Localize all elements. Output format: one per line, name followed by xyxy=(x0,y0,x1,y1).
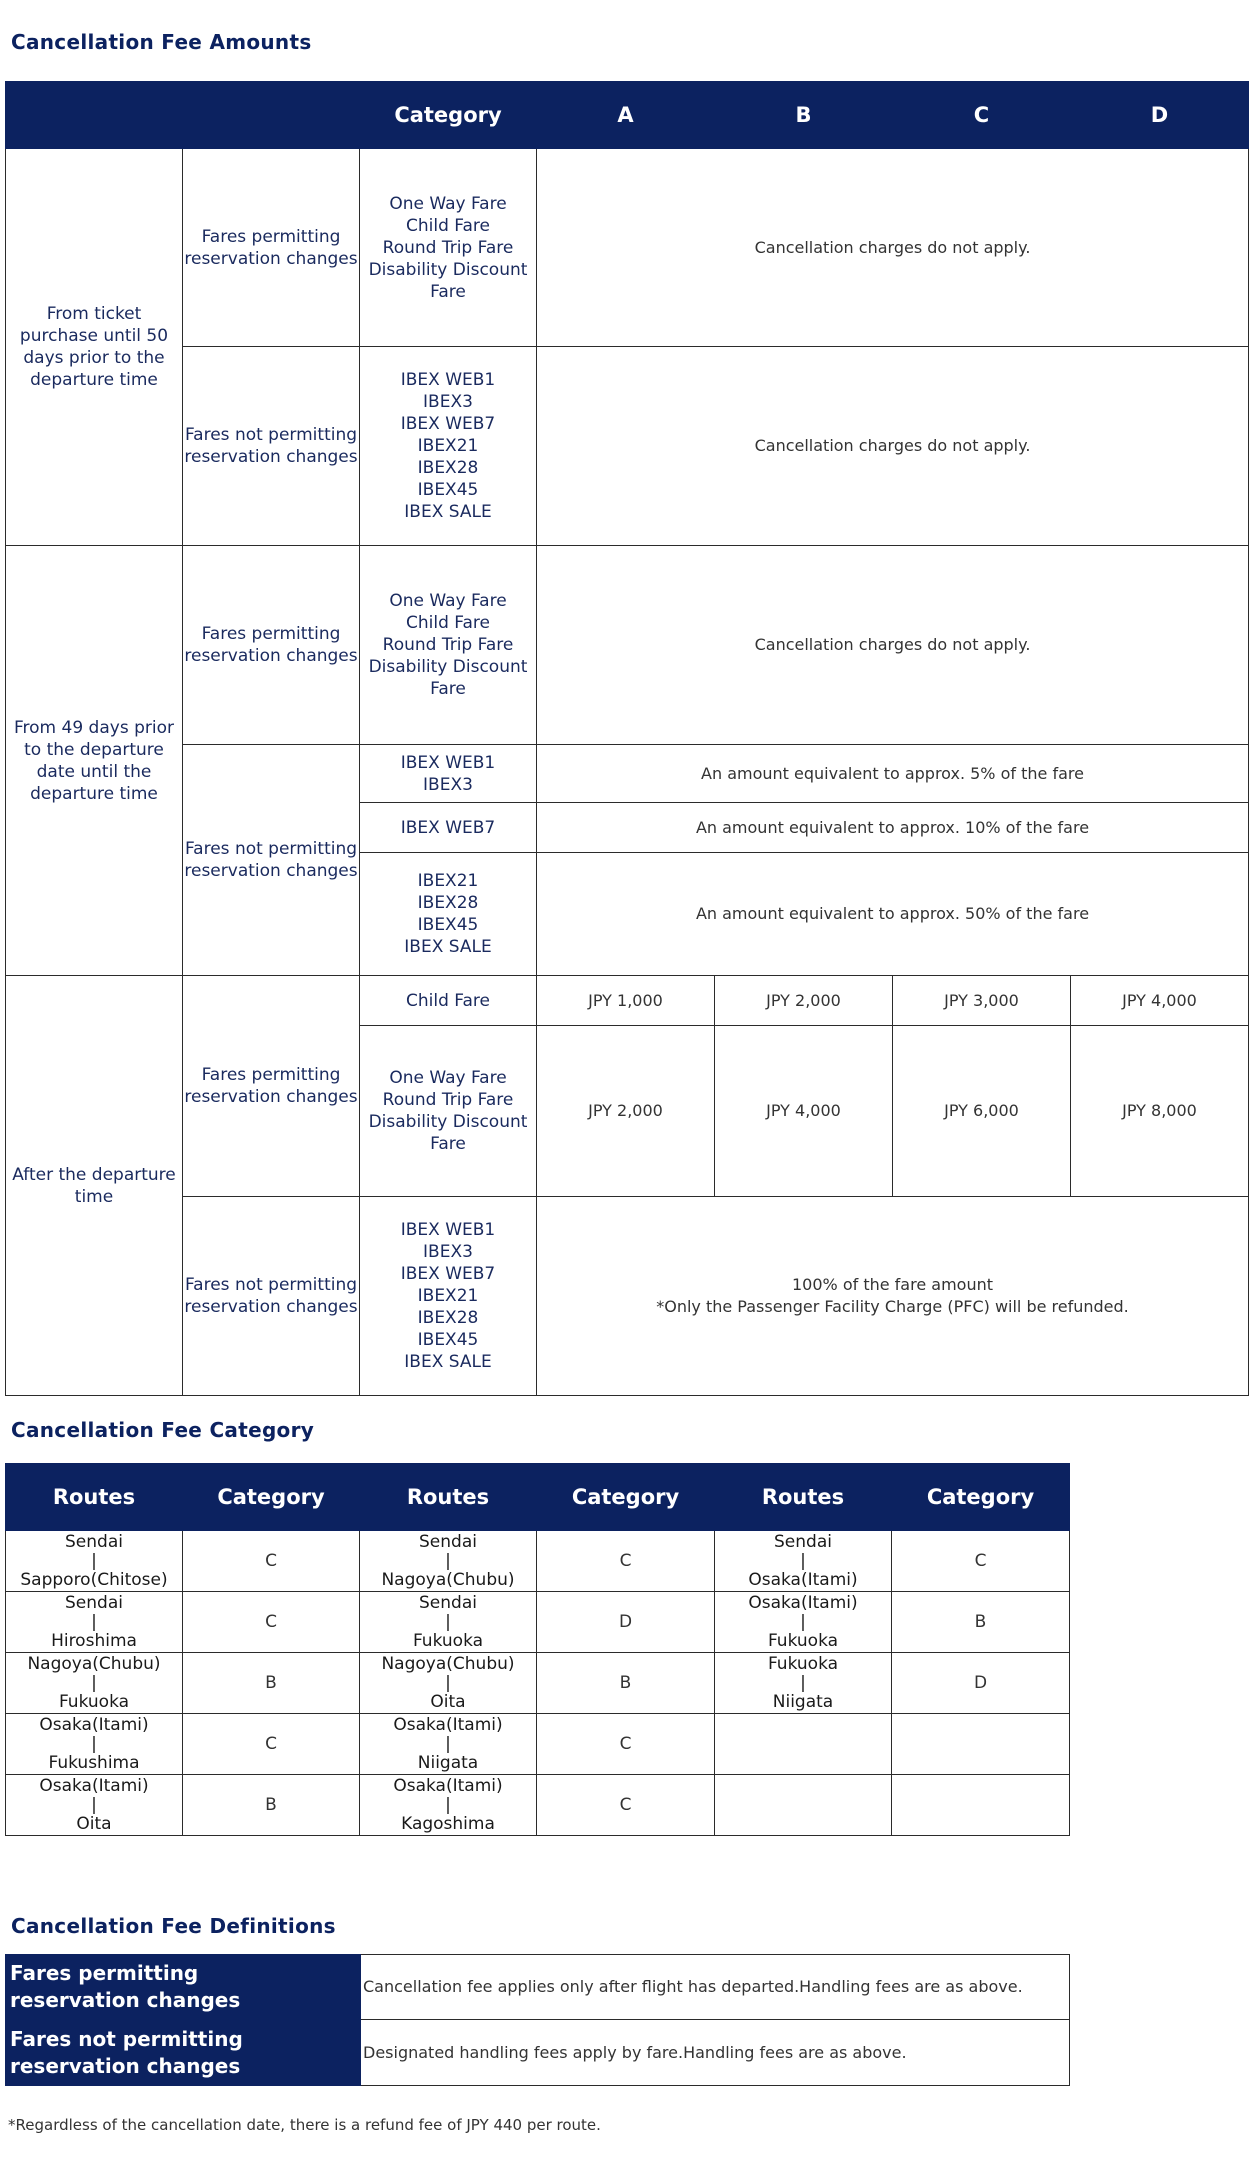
category-body xyxy=(6,1531,1070,1836)
cancellation-fee-definitions-table xyxy=(5,1954,1070,2086)
fee-value: An amount equivalent to approx. 10% of the fare xyxy=(537,803,1249,853)
route-origin: Osaka(Itami) xyxy=(748,1593,858,1613)
fare-type-permitting: Fares permitting reservation changes xyxy=(183,976,360,1197)
fare-type-permitting: Fares permitting reservation changes xyxy=(183,149,360,347)
route-destination: Oita xyxy=(76,1814,112,1834)
category-cell xyxy=(892,1775,1070,1836)
route-origin: Nagoya(Chubu) xyxy=(381,1654,515,1674)
refund-fee-footnote: *Regardless of the cancellation date, there is a refund fee of JPY 440 per route. xyxy=(8,2116,601,2134)
route-cell xyxy=(6,1714,183,1775)
route-cell xyxy=(360,1592,537,1653)
route-destination: Nagoya(Chubu) xyxy=(381,1570,515,1590)
table-row xyxy=(6,1531,1070,1592)
header-category: Category xyxy=(360,82,537,149)
category-cell: C xyxy=(537,1714,715,1775)
category-cell: C xyxy=(183,1592,360,1653)
header-routes: Routes xyxy=(6,1464,183,1531)
route-cell xyxy=(6,1775,183,1836)
category-header-row xyxy=(6,1464,1070,1531)
table-row xyxy=(6,976,1249,1026)
header-d: D xyxy=(1071,82,1249,149)
fee-value: Cancellation charges do not apply. xyxy=(537,546,1249,745)
category-cell: C xyxy=(537,1531,715,1592)
fee-c: JPY 6,000 xyxy=(893,1026,1071,1197)
route-separator: | xyxy=(800,1551,806,1571)
route-separator: | xyxy=(91,1673,97,1693)
header-blank xyxy=(6,82,360,149)
fare-list: One Way Fare Round Trip Fare Disability Discount Fare xyxy=(360,1026,537,1197)
fee-a: JPY 2,000 xyxy=(537,1026,715,1197)
fare-list: IBEX WEB1 IBEX3 xyxy=(360,745,537,803)
header-category: Category xyxy=(183,1464,360,1531)
period-within-49-days: From 49 days prior to the departure date until the departure time xyxy=(6,546,183,976)
route-separator: | xyxy=(445,1734,451,1754)
header-routes: Routes xyxy=(715,1464,892,1531)
route-destination: Fukuoka xyxy=(412,1631,484,1651)
route-separator: | xyxy=(445,1612,451,1632)
definition-row xyxy=(6,1955,1070,2020)
header-category: Category xyxy=(892,1464,1070,1531)
category-cell xyxy=(892,1714,1070,1775)
cancellation-fee-amounts-table xyxy=(5,81,1249,1396)
route-destination: Fukushima xyxy=(48,1753,140,1773)
definition-row xyxy=(6,2020,1070,2086)
route-origin: Sendai xyxy=(774,1532,832,1552)
header-category: Category xyxy=(537,1464,715,1531)
route-destination: Niigata xyxy=(417,1753,479,1773)
route-cell xyxy=(715,1531,892,1592)
fare-type-not-permitting: Fares not permitting reservation changes xyxy=(183,347,360,546)
table-row xyxy=(6,347,1249,546)
fee-d: JPY 8,000 xyxy=(1071,1026,1249,1197)
fee-value: Cancellation charges do not apply. xyxy=(537,149,1249,347)
header-a: A xyxy=(537,82,715,149)
route-separator: | xyxy=(445,1795,451,1815)
category-cell: C xyxy=(537,1775,715,1836)
amounts-section-title: Cancellation Fee Amounts xyxy=(11,30,312,54)
route-destination: Hiroshima xyxy=(51,1631,137,1651)
route-cell xyxy=(715,1775,892,1836)
header-b: B xyxy=(715,82,893,149)
route-separator: | xyxy=(91,1551,97,1571)
fare-list: IBEX WEB1 IBEX3 IBEX WEB7 IBEX21 IBEX28 IBEX45 IBEX SALE xyxy=(360,347,537,546)
route-origin: Fukuoka xyxy=(767,1654,839,1674)
fee-d: JPY 4,000 xyxy=(1071,976,1249,1026)
amounts-header-row xyxy=(6,82,1249,149)
fare-list: One Way Fare Child Fare Round Trip Fare Disability Discount Fare xyxy=(360,149,537,347)
fee-value: 100% of the fare amount *Only the Passenger Facility Charge (PFC) will be refunded. xyxy=(537,1197,1249,1396)
fee-a: JPY 1,000 xyxy=(537,976,715,1026)
route-cell xyxy=(715,1653,892,1714)
route-cell xyxy=(360,1775,537,1836)
route-cell xyxy=(6,1653,183,1714)
route-cell xyxy=(360,1653,537,1714)
definitions-section-title: Cancellation Fee Definitions xyxy=(11,1914,336,1938)
fare-list: IBEX21 IBEX28 IBEX45 IBEX SALE xyxy=(360,853,537,976)
header-routes: Routes xyxy=(360,1464,537,1531)
category-cell: B xyxy=(183,1775,360,1836)
route-destination: Niigata xyxy=(772,1692,834,1712)
fare-type-not-permitting: Fares not permitting reservation changes xyxy=(183,745,360,976)
table-row xyxy=(6,149,1249,347)
route-destination: Fukuoka xyxy=(58,1692,130,1712)
category-cell: C xyxy=(183,1531,360,1592)
definition-term: Fares not permitting reservation changes xyxy=(6,2020,361,2086)
fare-type-not-permitting: Fares not permitting reservation changes xyxy=(183,1197,360,1396)
fee-b: JPY 2,000 xyxy=(715,976,893,1026)
fee-c: JPY 3,000 xyxy=(893,976,1071,1026)
route-cell xyxy=(360,1714,537,1775)
route-separator: | xyxy=(800,1612,806,1632)
route-origin: Nagoya(Chubu) xyxy=(27,1654,161,1674)
route-destination: Oita xyxy=(430,1692,466,1712)
route-cell xyxy=(715,1592,892,1653)
category-section-title: Cancellation Fee Category xyxy=(11,1418,315,1442)
table-row xyxy=(6,1775,1070,1836)
route-destination: Fukuoka xyxy=(767,1631,839,1651)
route-separator: | xyxy=(445,1551,451,1571)
period-after-departure: After the departure time xyxy=(6,976,183,1396)
route-destination: Osaka(Itami) xyxy=(748,1570,858,1590)
category-cell: D xyxy=(537,1592,715,1653)
route-separator: | xyxy=(445,1673,451,1693)
route-separator: | xyxy=(91,1612,97,1632)
route-origin: Osaka(Itami) xyxy=(393,1715,503,1735)
category-cell: B xyxy=(183,1653,360,1714)
fare-list: IBEX WEB1 IBEX3 IBEX WEB7 IBEX21 IBEX28 IBEX45 IBEX SALE xyxy=(360,1197,537,1396)
table-row xyxy=(6,1714,1070,1775)
route-destination: Sapporo(Chitose) xyxy=(20,1570,168,1590)
fare-list: Child Fare xyxy=(360,976,537,1026)
route-separator: | xyxy=(91,1795,97,1815)
route-origin: Sendai xyxy=(65,1593,123,1613)
route-origin: Sendai xyxy=(419,1532,477,1552)
cancellation-fee-category-table xyxy=(5,1463,1070,1836)
table-row xyxy=(6,546,1249,745)
fee-b: JPY 4,000 xyxy=(715,1026,893,1197)
route-origin: Osaka(Itami) xyxy=(39,1776,149,1796)
category-cell: D xyxy=(892,1653,1070,1714)
category-cell: C xyxy=(892,1531,1070,1592)
fee-value: An amount equivalent to approx. 5% of the fare xyxy=(537,745,1249,803)
route-origin: Osaka(Itami) xyxy=(39,1715,149,1735)
category-cell: B xyxy=(892,1592,1070,1653)
table-row xyxy=(6,1653,1070,1714)
definition-term: Fares permitting reservation changes xyxy=(6,1955,361,2020)
route-cell xyxy=(6,1531,183,1592)
route-cell xyxy=(6,1592,183,1653)
definition-text: Cancellation fee applies only after flight has departed.Handling fees are as above. xyxy=(361,1955,1070,2020)
category-cell: C xyxy=(183,1714,360,1775)
header-c: C xyxy=(893,82,1071,149)
table-row xyxy=(6,1592,1070,1653)
fare-type-permitting: Fares permitting reservation changes xyxy=(183,546,360,745)
definition-text: Designated handling fees apply by fare.Handling fees are as above. xyxy=(361,2020,1070,2086)
route-origin: Sendai xyxy=(65,1532,123,1552)
fee-value: Cancellation charges do not apply. xyxy=(537,347,1249,546)
fee-value: An amount equivalent to approx. 50% of the fare xyxy=(537,853,1249,976)
table-row xyxy=(6,745,1249,803)
route-cell xyxy=(360,1531,537,1592)
route-separator: | xyxy=(91,1734,97,1754)
route-cell xyxy=(715,1714,892,1775)
fare-list: IBEX WEB7 xyxy=(360,803,537,853)
route-destination: Kagoshima xyxy=(401,1814,495,1834)
period-early: From ticket purchase until 50 days prior to the departure time xyxy=(6,149,183,546)
table-row xyxy=(6,1197,1249,1396)
category-cell: B xyxy=(537,1653,715,1714)
route-origin: Sendai xyxy=(419,1593,477,1613)
route-separator: | xyxy=(800,1673,806,1693)
fare-list: One Way Fare Child Fare Round Trip Fare Disability Discount Fare xyxy=(360,546,537,745)
route-origin: Osaka(Itami) xyxy=(393,1776,503,1796)
